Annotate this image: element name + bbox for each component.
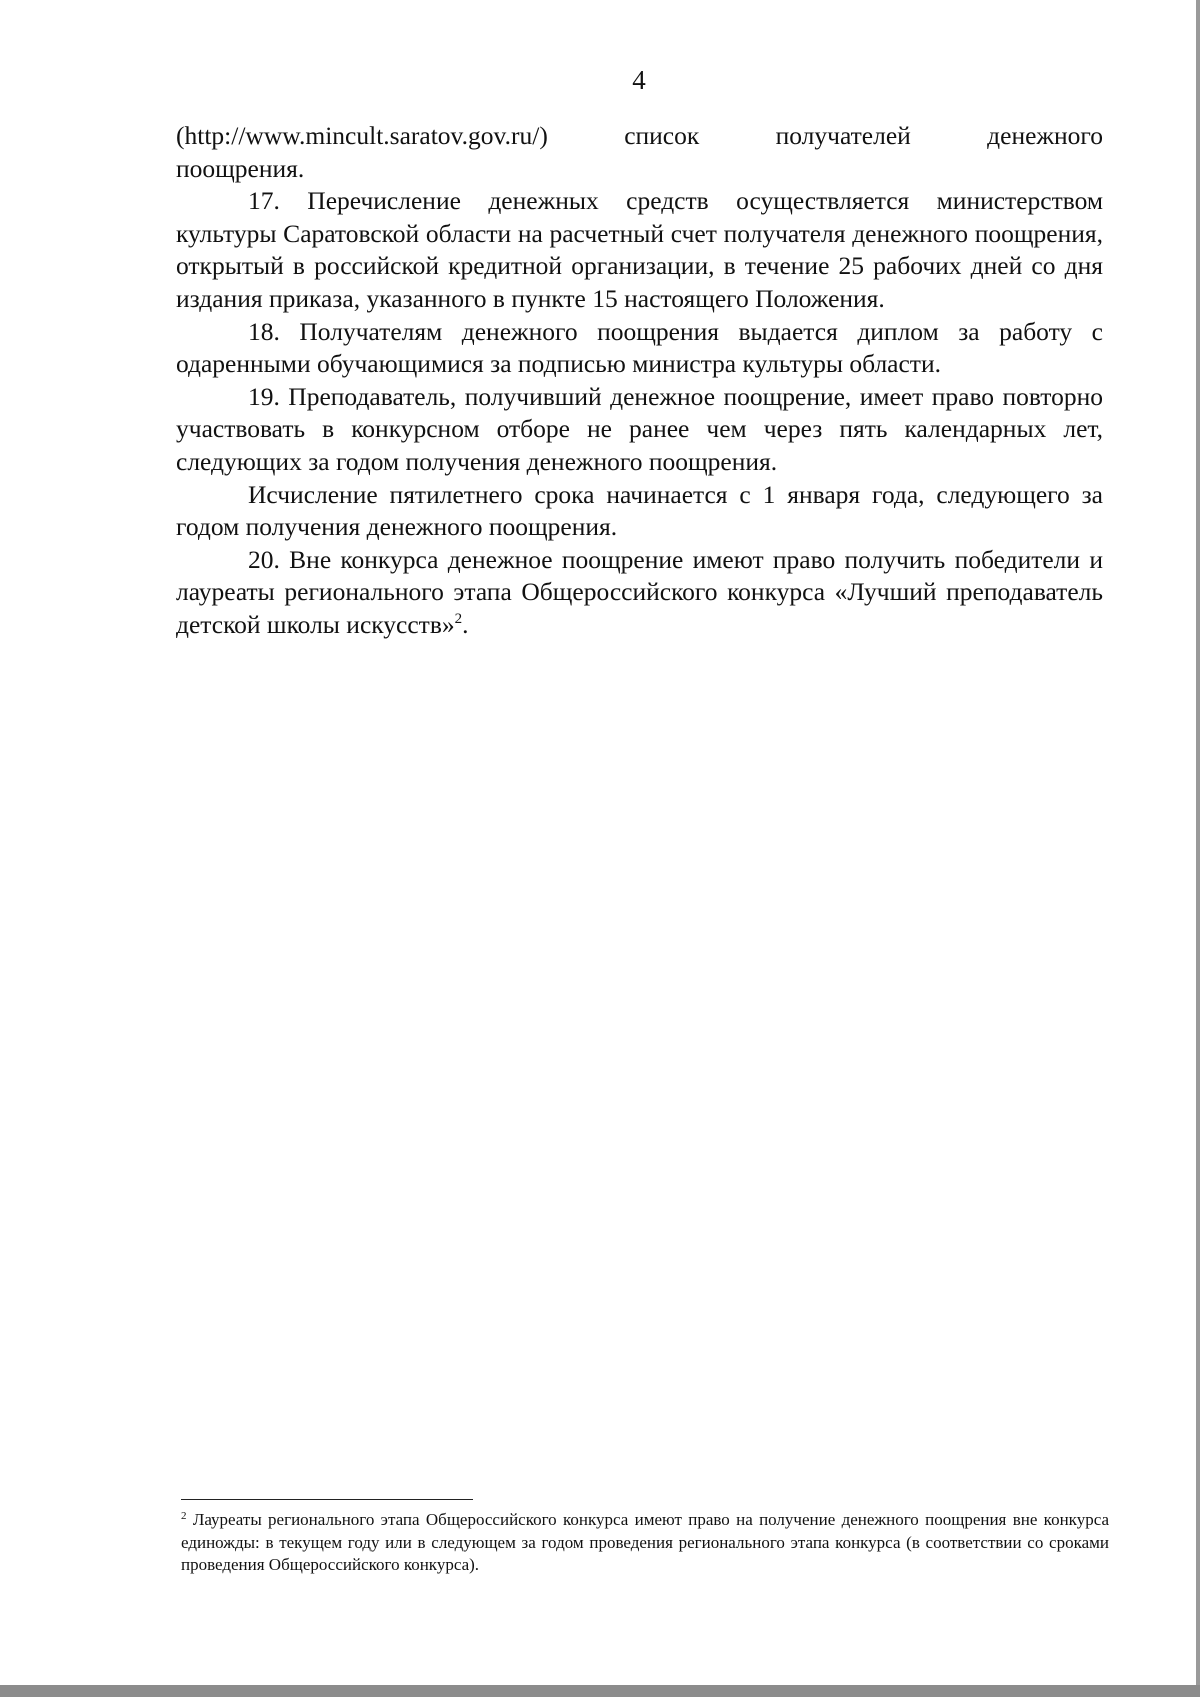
scan-edge-right xyxy=(1196,0,1200,1697)
paragraph-20-end: . xyxy=(462,609,469,639)
paragraph-18: 18. Получателям денежного поощрения выдается диплом за работу с одаренными обучающимися за подписью министра культуры области. xyxy=(176,316,1103,379)
ministry-url: (http://www.mincult.saratov.gov.ru/) xyxy=(176,121,548,150)
paragraph-17: 17. Перечисление денежных средств осуществляется министерством культуры Саратовской области на расчетный счет получателя денежного поощрения, открытый в российской кредитной организации, в течение 25 рабочих дней со дня издания приказа, указанного в пункте 15 настоящего Положения. xyxy=(176,186,1103,313)
paragraph-20-text: 20. Вне конкурса денежное поощрение имеют право получить победители и лауреаты регионального этапа Общероссийского конкурса «Лучший преподаватель детской школы искусств» xyxy=(176,544,1103,639)
continuation-line-1 xyxy=(176,120,1103,153)
paragraph-19: 19. Преподаватель, получивший денежное поощрение, имеет право повторно участвовать в конкурсном отборе не ранее чем через пять календарных лет, следующих за годом получения денежного поощрения. xyxy=(176,381,1103,476)
page-number: 4 xyxy=(632,65,646,95)
scan-edge-bottom xyxy=(0,1685,1200,1697)
paragraph-20 xyxy=(176,544,1103,642)
continuation-line-1-rest: список получателей денежного xyxy=(624,121,1104,150)
footnote-separator xyxy=(181,1499,473,1500)
paragraph-19-continued: Исчисление пятилетнего срока начинается с 1 января года, следующего за годом получения денежного поощрения. xyxy=(176,479,1103,542)
footnote-text: Лауреаты регионального этапа Общероссийского конкурса имеют право на получение денежного поощрения вне конкурса единожды: в текущем году или в следующем за годом проведения регионального этапа конкурса (в соответствии со сроками проведения Общероссийского конкурса). xyxy=(181,1510,1109,1574)
document-body xyxy=(176,120,1103,642)
continuation-line-2: поощрения. xyxy=(176,153,305,183)
footnote-reference: 2 xyxy=(454,610,463,627)
footnote-marker: 2 xyxy=(181,1510,187,1522)
continuation-paragraph xyxy=(176,120,1103,185)
footnote xyxy=(181,1509,1109,1577)
